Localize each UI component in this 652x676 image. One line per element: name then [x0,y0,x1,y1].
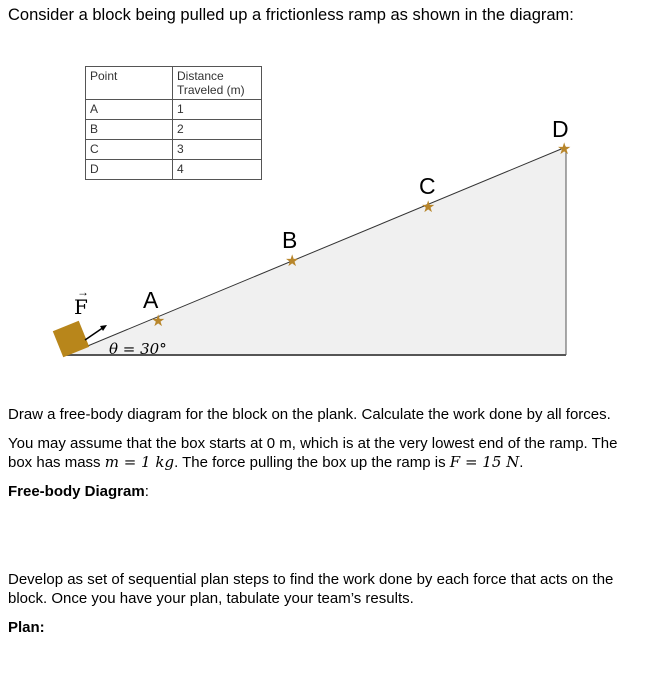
assumption-text: You may assume that the box starts at 0 m, which is at the very lowest end of the ramp. The box has mass [8,435,618,471]
star-icon: ★ [151,313,166,330]
cell: C [86,140,173,160]
mass-value: m = 1 kg [104,453,175,471]
point-label-a: A [143,287,159,313]
header-distance: Distance Traveled (m) [173,67,262,100]
fbd-heading [8,482,633,501]
instructions [8,405,633,511]
cell: D [86,160,173,180]
force-value: F = 15 N [449,453,520,471]
assumptions [8,434,633,472]
header-point: Point [86,67,173,100]
arrowhead-icon [100,325,107,331]
assumption-text: . The force pulling the box up the ramp is [174,454,450,471]
point-label-d: D [552,116,569,142]
force-arrow [85,327,104,340]
cell: 3 [173,140,262,160]
cell: 2 [173,120,262,140]
star-icon: ★ [557,141,572,158]
fbd-heading-text: Free-body Diagram [8,483,145,500]
star-icon: ★ [421,199,436,216]
cell: B [86,120,173,140]
plan-section [8,570,638,647]
colon: : [144,483,149,500]
point-label-c: C [419,173,436,199]
cell: 1 [173,100,262,120]
instruction-fbd: Draw a free-body diagram for the block on the plank. Calculate the work done by all forces. [8,406,611,423]
plan-heading [8,618,638,637]
cell: A [86,100,173,120]
vector-arrow-icon: → [77,285,89,299]
force-label: F [74,295,88,319]
plan-heading-text: Plan: [8,619,45,636]
point-label-b: B [282,227,298,253]
angle-label: θ = 30° [109,340,167,358]
star-icon: ★ [285,253,300,270]
assumption-text: . [519,454,524,471]
cell: 4 [173,160,262,180]
plan-instructions: Develop as set of sequential plan steps to find the work done by each force that acts on the block. Once you have your plan, tabulate your team’s results. [8,571,614,607]
question-title: Consider a block being pulled up a frictionless ramp as shown in the diagram: [8,6,574,24]
